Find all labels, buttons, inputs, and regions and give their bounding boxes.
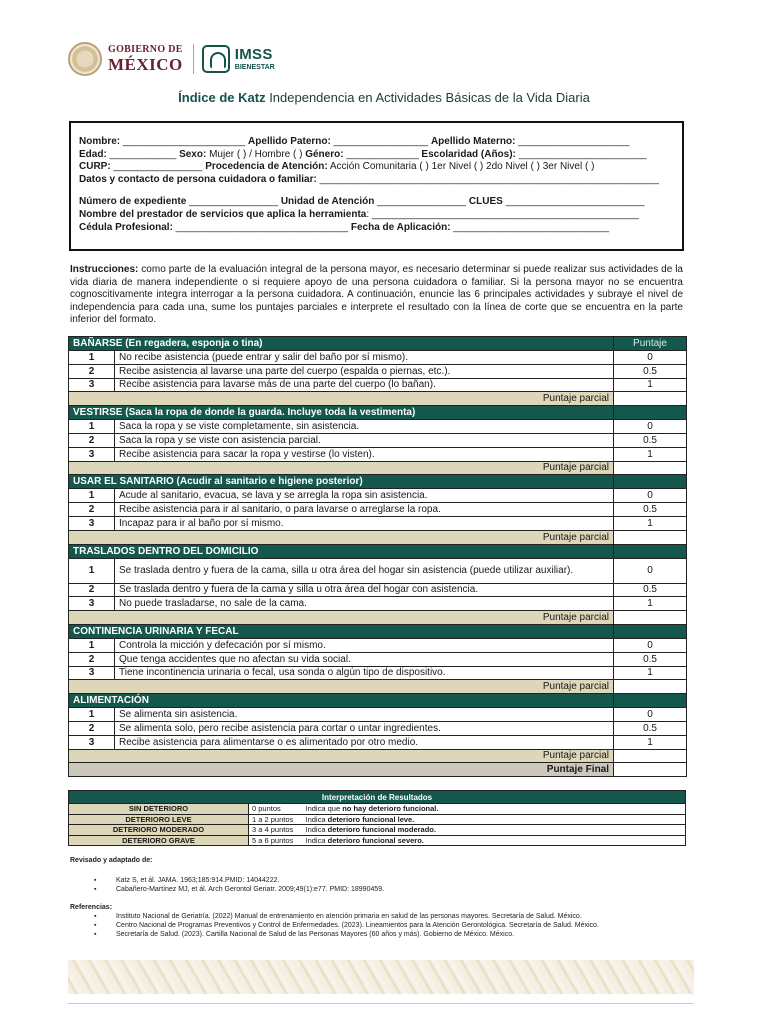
interpretation-table xyxy=(68,790,686,846)
form-line-name xyxy=(79,136,682,149)
item-row[interactable] xyxy=(69,364,687,378)
label-escolaridad: Escolaridad (Años): xyxy=(421,148,516,160)
section-title: VESTIRSE (Saca la ropa de donde la guarda. Incluye toda la vestimenta) xyxy=(69,406,614,420)
reference-item: ▪ Cabañero-Martínez MJ, et ál. Arch Gerontol Geriatr. 2009;49(1):e77. PMID: 18990459. xyxy=(94,885,690,894)
field-unidad[interactable]: ________________ xyxy=(374,196,469,208)
interpretation-points: 3 a 4 puntos xyxy=(249,825,303,836)
puntaje-header xyxy=(614,544,687,558)
item-row[interactable] xyxy=(69,583,687,597)
partial-score-field[interactable] xyxy=(614,392,687,406)
item-number: 1 xyxy=(69,558,115,583)
label-fecha: Fecha de Aplicación: xyxy=(350,221,451,233)
partial-score-label: Puntaje parcial xyxy=(69,749,614,763)
item-row[interactable] xyxy=(69,735,687,749)
interpretation-result: deterioro funcional leve. xyxy=(327,814,415,824)
imss-line1: IMSS xyxy=(234,46,273,63)
interpretation-prefix: Indica que xyxy=(305,804,343,814)
item-score: 0 xyxy=(614,489,687,503)
revisado-title: Revisado y adaptado de: xyxy=(70,857,153,864)
item-row[interactable] xyxy=(69,666,687,680)
form-line-cedula xyxy=(79,222,682,235)
field-fecha[interactable]: ____________________________ xyxy=(450,221,610,233)
label-prestador: Nombre del prestador de servicios que aplica la herramienta xyxy=(79,208,367,220)
item-score: 0.5 xyxy=(614,721,687,735)
imss-emblem-icon xyxy=(202,45,230,73)
label-expediente: Número de expediente xyxy=(79,196,187,208)
interpretation-description xyxy=(303,835,686,846)
partial-score-label: Puntaje parcial xyxy=(69,392,614,406)
instructions xyxy=(70,264,683,327)
label-sexo: Sexo: xyxy=(179,148,207,160)
gobierno-logo xyxy=(108,45,183,73)
item-row[interactable] xyxy=(69,708,687,722)
interpretation-points: 5 a 6 puntos xyxy=(249,835,303,846)
item-row[interactable] xyxy=(69,721,687,735)
label-unidad: Unidad de Atención xyxy=(280,196,375,208)
label-edad: Edad: xyxy=(79,148,107,160)
title-rest: Independencia en Actividades Básicas de la Vida Diaria xyxy=(265,90,590,105)
partial-score-field[interactable] xyxy=(614,530,687,544)
field-curp[interactable]: ________________ xyxy=(110,161,206,173)
item-row[interactable] xyxy=(69,351,687,365)
field-paterno[interactable]: _________________ xyxy=(330,136,431,147)
section-title: USAR EL SANITARIO (Acudir al sanitario e higiene posterior) xyxy=(69,475,614,489)
interpretation-row xyxy=(69,804,686,815)
gob-line1: GOBIERNO DE xyxy=(108,44,183,55)
partial-score-field[interactable] xyxy=(614,749,687,763)
item-text[interactable]: Se traslada dentro y fuera de la cama y silla u otra área del hogar con asistencia. xyxy=(115,583,614,597)
item-text[interactable]: Recibe asistencia para lavarse más de una parte del cuerpo (lo bañan). xyxy=(115,378,614,392)
puntaje-header xyxy=(614,624,687,638)
item-score: 0 xyxy=(614,351,687,365)
partial-score-row xyxy=(69,680,687,694)
item-score: 0 xyxy=(614,708,687,722)
item-score: 1 xyxy=(614,597,687,611)
field-nombre[interactable]: ______________________ xyxy=(120,136,249,147)
partial-score-field[interactable] xyxy=(614,680,687,694)
form-line-curp xyxy=(79,161,682,174)
interpretation-prefix: Indica xyxy=(305,835,328,845)
interpretation-result: deterioro funcional moderado. xyxy=(327,825,436,835)
coat-of-arms-icon xyxy=(68,42,102,76)
item-score: 1 xyxy=(614,378,687,392)
item-number: 3 xyxy=(69,735,115,749)
label-cuidador: Datos y contacto de persona cuidadora o familiar: xyxy=(79,173,317,185)
item-text[interactable]: Acude al sanitario, evacua, se lava y se arregla la ropa sin asistencia. xyxy=(115,489,614,503)
interpretation-title: Interpretación de Resultados xyxy=(69,791,686,804)
decorative-footer-band xyxy=(68,960,694,994)
interpretation-points: 0 puntos xyxy=(249,804,303,815)
interpretation-description xyxy=(303,804,686,815)
field-procedencia[interactable]: Acción Comunitaria ( ) 1er Nivel ( ) 2do Nivel ( ) 3er Nivel ( ) xyxy=(327,161,595,173)
item-text[interactable]: Recibe asistencia para alimentarse o es alimentado por otro medio. xyxy=(115,735,614,749)
item-number: 2 xyxy=(69,721,115,735)
item-score: 1 xyxy=(614,735,687,749)
item-score: 0.5 xyxy=(614,433,687,447)
item-text[interactable]: Controla la micción y defecación por sí mismo. xyxy=(115,638,614,652)
interpretation-row xyxy=(69,814,686,825)
section-header xyxy=(69,544,687,558)
item-text[interactable]: Incapaz para ir al baño por sí mismo. xyxy=(115,516,614,530)
item-number: 3 xyxy=(69,516,115,530)
section-title: ALIMENTACIÓN xyxy=(69,694,614,708)
interpretation-label: SIN DETERIORO xyxy=(69,804,249,815)
label-procedencia: Procedencia de Atención: xyxy=(205,161,328,173)
final-score-row xyxy=(69,763,687,777)
form-line-prestador xyxy=(79,209,682,222)
label-paterno: Apellido Paterno: xyxy=(248,136,331,147)
instructions-text: como parte de la evaluación integral de la persona mayor, es necesario determinar si puede realizar sus actividades de la vida diaria de manera independiente o si requiere apoyo de una persona cuidadora o familiar. Si la persona mayor no se encuentra cognoscitivamente integra interrogar a la persona cuidadora. A continuación, enuncie las 6 principales actividades y subraye el nivel de independencia para cada una, sume los puntajes parciales e interprete el resultado con la línea de corte que se encuentra en la parte inferior del formato. xyxy=(70,264,683,325)
partial-score-label: Puntaje parcial xyxy=(69,461,614,475)
interpretation-prefix: Indica xyxy=(305,814,328,824)
form-line-cuidador xyxy=(79,174,682,187)
interpretation-label: DETERIORO GRAVE xyxy=(69,835,249,846)
item-row[interactable] xyxy=(69,489,687,503)
interpretation-result: no hay deterioro funcional. xyxy=(342,804,439,814)
partial-score-field[interactable] xyxy=(614,611,687,625)
interpretation-prefix: Indica xyxy=(305,825,328,835)
imss-line2: BIENESTAR xyxy=(234,64,275,71)
field-clues[interactable]: _________________________ xyxy=(502,196,645,208)
item-score: 1 xyxy=(614,666,687,680)
final-score-label: Puntaje Final xyxy=(69,763,614,777)
item-number: 1 xyxy=(69,638,115,652)
item-score: 0.5 xyxy=(614,503,687,517)
partial-score-row xyxy=(69,392,687,406)
field-escolaridad[interactable]: _______________________ xyxy=(515,148,647,160)
section-header xyxy=(69,406,687,420)
item-text[interactable]: Que tenga accidentes que no afectan su vida social. xyxy=(115,652,614,666)
interpretation-header xyxy=(69,791,686,804)
label-materno: Apellido Materno: xyxy=(430,136,516,147)
form-line-expediente xyxy=(79,196,682,209)
label-curp: CURP: xyxy=(79,161,111,173)
partial-score-label: Puntaje parcial xyxy=(69,680,614,694)
item-row[interactable] xyxy=(69,503,687,517)
section-title: TRASLADOS DENTRO DEL DOMICILIO xyxy=(69,544,614,558)
puntaje-header xyxy=(614,694,687,708)
interpretation-points: 1 a 2 puntos xyxy=(249,814,303,825)
field-sexo[interactable]: Mujer ( ) / Hombre ( ) xyxy=(206,148,306,160)
item-score: 1 xyxy=(614,516,687,530)
interpretation-label: DETERIORO LEVE xyxy=(69,814,249,825)
section-header xyxy=(69,694,687,708)
item-number: 1 xyxy=(69,351,115,365)
item-number: 1 xyxy=(69,708,115,722)
item-number: 1 xyxy=(69,420,115,434)
field-genero[interactable]: _____________ xyxy=(343,148,422,160)
field-prestador[interactable]: : ________________________________________________ xyxy=(366,208,639,220)
partial-score-row xyxy=(69,530,687,544)
item-number: 3 xyxy=(69,597,115,611)
item-row[interactable] xyxy=(69,597,687,611)
item-row[interactable] xyxy=(69,447,687,461)
item-number: 2 xyxy=(69,583,115,597)
form-line-edad xyxy=(79,149,682,162)
item-number: 2 xyxy=(69,433,115,447)
interpretation-row xyxy=(69,825,686,836)
item-row[interactable] xyxy=(69,433,687,447)
item-number: 1 xyxy=(69,489,115,503)
item-text[interactable]: Recibe asistencia para sacar la ropa y vestirse (lo visten). xyxy=(115,447,614,461)
interpretation-description xyxy=(303,814,686,825)
label-cedula: Cédula Profesional: xyxy=(79,221,173,233)
item-number: 2 xyxy=(69,652,115,666)
item-text[interactable]: Se alimenta solo, pero recibe asistencia para cortar o untar ingredientes. xyxy=(115,721,614,735)
item-score: 0 xyxy=(614,420,687,434)
interpretation-result: deterioro funcional severo. xyxy=(327,835,424,845)
item-score: 1 xyxy=(614,447,687,461)
referencias-title: Referencias: xyxy=(70,904,113,911)
item-row[interactable] xyxy=(69,558,687,583)
item-text[interactable]: Se traslada dentro y fuera de la cama, silla u otra área del hogar sin asistencia (puede utilizar auxiliar). xyxy=(115,558,614,583)
item-score: 0 xyxy=(614,638,687,652)
section-header xyxy=(69,624,687,638)
section-header xyxy=(69,337,687,351)
label-nombre: Nombre: xyxy=(79,136,121,147)
item-row[interactable] xyxy=(69,638,687,652)
item-score: 0.5 xyxy=(614,652,687,666)
footer-divider xyxy=(68,1003,694,1004)
field-materno[interactable]: ____________________ xyxy=(515,136,630,147)
partial-score-label: Puntaje parcial xyxy=(69,530,614,544)
item-score: 0.5 xyxy=(614,583,687,597)
reference-item: ▪ Katz S, et ál. JAMA. 1963;185:914.PMID: 14044222. xyxy=(94,876,690,885)
interpretation-row xyxy=(69,835,686,846)
reference-item: ▪ Centro Nacional de Programas Preventivos y Control de Enfermedades. (2023). Lineamientos para la Atención Gerontológica. Secretaría de Salud. México. xyxy=(94,921,690,930)
page-title xyxy=(0,90,768,105)
puntaje-header xyxy=(614,406,687,420)
item-text[interactable]: Se alimenta sin asistencia. xyxy=(115,708,614,722)
item-text[interactable]: Recibe asistencia al lavarse una parte del cuerpo (espalda o piernas, etc.). xyxy=(115,364,614,378)
item-score: 0.5 xyxy=(614,364,687,378)
partial-score-field[interactable] xyxy=(614,461,687,475)
referencias-list xyxy=(70,912,690,939)
item-row[interactable] xyxy=(69,420,687,434)
field-expediente[interactable]: ________________ xyxy=(186,196,281,208)
item-number: 3 xyxy=(69,447,115,461)
reference-item: ▪ Instituto Nacional de Geriatría. (2022) Manual de entrenamiento en atención primaria en salud de las personas mayores. Secretaría de Salud. México. xyxy=(94,912,690,921)
partial-score-row xyxy=(69,611,687,625)
references xyxy=(70,856,690,939)
reference-item: ▪ Secretaría de Salud. (2023). Cartilla Nacional de Salud de las Personas Mayores (60 años y más). Gobierno de México. México. xyxy=(94,930,690,939)
partial-score-label: Puntaje parcial xyxy=(69,611,614,625)
item-text[interactable]: Saca la ropa y se viste completamente, sin asistencia. xyxy=(115,420,614,434)
item-text[interactable]: Saca la ropa y se viste con asistencia parcial. xyxy=(115,433,614,447)
gob-line2: MÉXICO xyxy=(108,55,183,74)
item-row[interactable] xyxy=(69,516,687,530)
section-title: BAÑARSE (En regadera, esponja o tina) xyxy=(69,337,614,351)
puntaje-header xyxy=(614,475,687,489)
item-text[interactable]: No puede trasladarse, no sale de la cama. xyxy=(115,597,614,611)
imss-logo xyxy=(235,47,275,71)
item-number: 3 xyxy=(69,666,115,680)
label-genero: Género: xyxy=(305,148,344,160)
item-score: 0 xyxy=(614,558,687,583)
item-row[interactable] xyxy=(69,378,687,392)
final-score-field[interactable] xyxy=(614,763,687,777)
section-title: CONTINENCIA URINARIA Y FECAL xyxy=(69,624,614,638)
header-divider xyxy=(193,44,194,74)
revisado-list xyxy=(70,876,690,894)
item-number: 2 xyxy=(69,364,115,378)
label-clues: CLUES xyxy=(468,196,503,208)
item-number: 2 xyxy=(69,503,115,517)
item-row[interactable] xyxy=(69,652,687,666)
partial-score-row xyxy=(69,749,687,763)
section-header xyxy=(69,475,687,489)
interpretation-label: DETERIORO MODERADO xyxy=(69,825,249,836)
puntaje-header: Puntaje xyxy=(614,337,687,351)
page-header xyxy=(68,40,708,78)
partial-score-row xyxy=(69,461,687,475)
field-cuidador[interactable]: _____________________________________________________________ xyxy=(316,173,659,185)
item-text[interactable]: No recibe asistencia (puede entrar y salir del baño por sí mismo). xyxy=(115,351,614,365)
field-cedula[interactable]: _______________________________ xyxy=(172,221,351,233)
item-text[interactable]: Recibe asistencia para ir al sanitario, o para lavarse o arreglarse la ropa. xyxy=(115,503,614,517)
item-text[interactable]: Tiene incontinencia urinaria o fecal, usa sonda o algún tipo de dispositivo. xyxy=(115,666,614,680)
field-edad[interactable]: ____________ xyxy=(106,148,180,160)
instructions-label: Instrucciones: xyxy=(70,264,139,275)
title-bold: Índice de Katz xyxy=(178,90,266,105)
interpretation-description xyxy=(303,825,686,836)
katz-table xyxy=(68,336,687,777)
patient-info-box xyxy=(69,121,684,251)
item-number: 3 xyxy=(69,378,115,392)
